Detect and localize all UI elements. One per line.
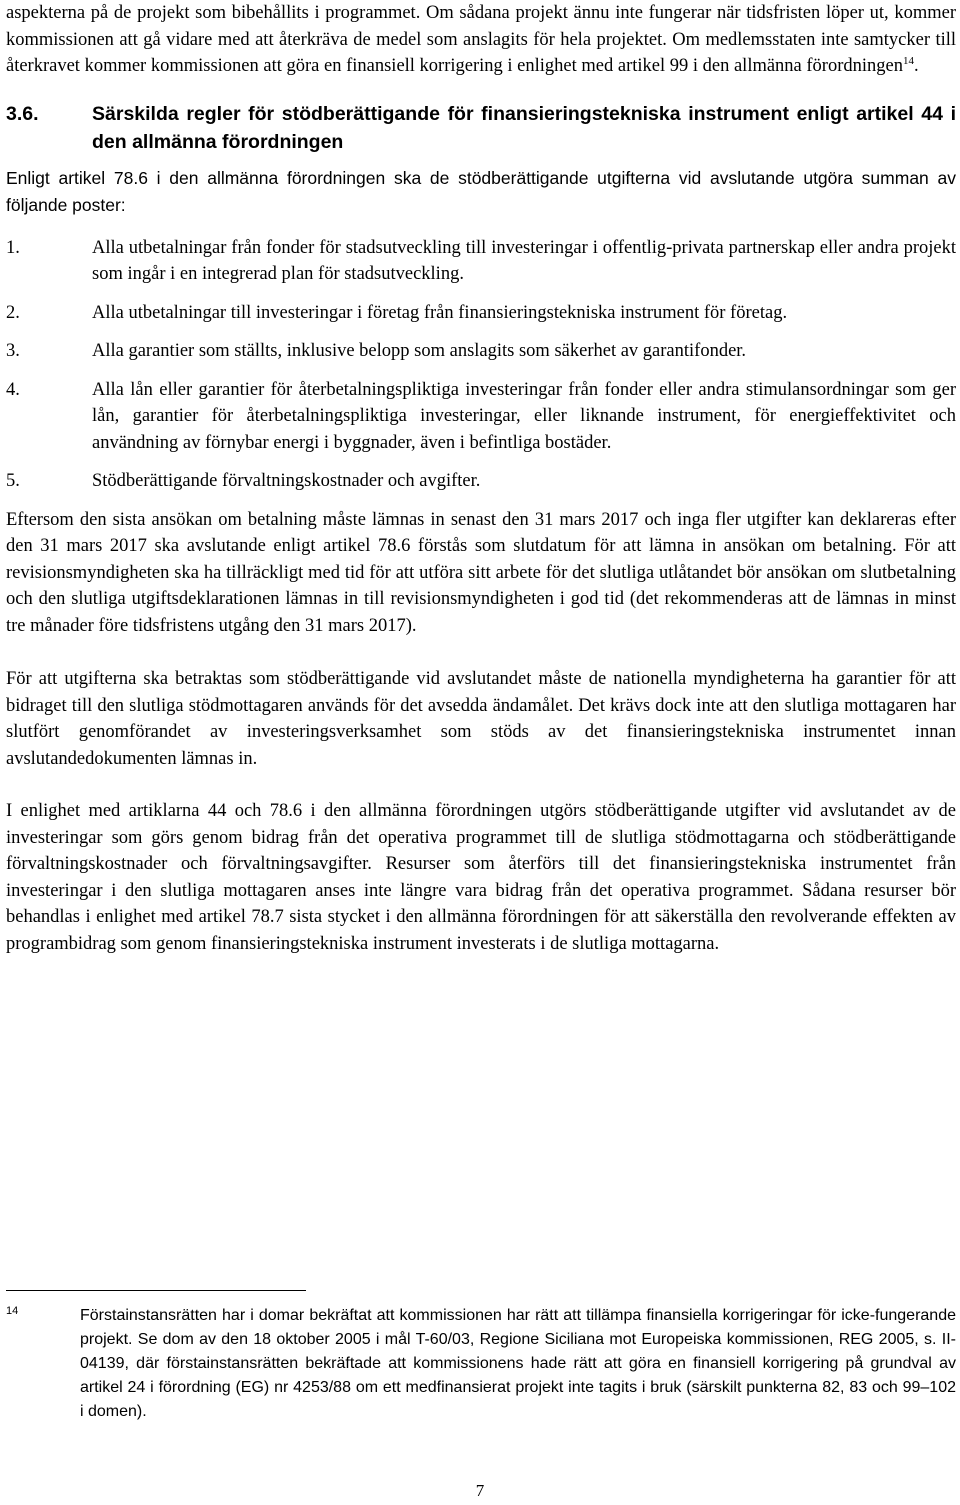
paragraph-closing-deadline: Eftersom den sista ansökan om betalning måste lämnas in senast den 31 mars 2017 och inga fler utgifter kan deklareras efter den 31 mars 2017 ska avslutande enligt artikel 78.6 förstås som slutdatum för att lämna in ansökan om betalning. För att revisionsmyndigheten ska ha tillräckligt med tid för att utföra sitt arbete för det slutliga utlåtandet bör ansökan om slutbetalning och den slutliga utgiftsdeklarationen lämnas in till revisionsmyndigheten i god tid (det rekommenderas att de lämnas in minst tre månader före tidsfristens utgång den 31 mars 2017).: [6, 509, 956, 636]
list-item: [6, 338, 956, 365]
list-item: [6, 468, 956, 495]
list-item-text: Alla garantier som ställts, inklusive belopp som anslagits som säkerhet av garantifonder.: [92, 341, 747, 361]
list-item-text: Stödberättigande förvaltningskostnader och avgifter.: [92, 471, 481, 491]
list-item-number: 3.: [6, 341, 20, 361]
list-item-number: 2.: [6, 302, 20, 323]
intro-paragraph-text: aspekterna på de projekt som bibehållits i programmet. Om sådana projekt ännu inte fungerar när tidsfristen löper ut, kommer kommissionen att gå vidare med att återkräva de medel som anslagits för hela projektet. Om medlemsstaten inte samtycker till återkravet kommer kommissionen att göra en finansiell korrigering i enlighet med artikel 99 i den allmänna förordningen: [6, 3, 956, 76]
list-item: [6, 300, 956, 327]
footnote-number: 14: [6, 1305, 19, 1317]
paragraph-eligibility-guarantees: För att utgifterna ska betraktas som stödberättigande vid avslutandet måste de nationella myndigheterna ha garantier för att bidraget till den slutliga stödmottagaren används för det avsedda ändamålet. Det krävs dock inte att den slutliga mottagaren har slutfört genomförandet av investeringsverksamhet som stöds av det finansieringstekniska instrumentet innan avslutandedokumenten lämnas in.: [6, 669, 956, 769]
section-heading: [6, 100, 956, 156]
footnote-text: Förstainstansrätten har i domar bekräftat att kommissionen har rätt att tillämpa finansiella korrigeringar för icke-fungerande projekt. Se dom av den 18 oktober 2005 i mål T-60/03, Regione Siciliana mot Europeiska kommissionen, REG 2005, s. II-04139, där förstainstansrätten bekräftade att kommissionens hade rätt att göra en finansiell korrigering på grundval av artikel 24 i förordning (EG) nr 4253/88 om ett medfinansierat projekt inte tagits i bruk (särskilt punkterna 82, 83 och 99–102 i domen).: [80, 1307, 956, 1420]
footnote-reference: 14: [902, 54, 914, 67]
footnote: [6, 1304, 956, 1424]
section-intro: Enligt artikel 78.6 i den allmänna förordningen ska de stödberättigande utgifterna vid avslutande utgöra summan av följande poster:: [6, 167, 956, 215]
section-number: 3.6.: [6, 102, 39, 125]
list-item-number: 5.: [6, 471, 20, 491]
intro-paragraph-end: .: [913, 56, 919, 76]
list-item: [6, 235, 956, 288]
list-item-number: 1.: [6, 237, 20, 258]
section-title: Särskilda regler för stödberättigande för finansieringstekniska instrument enligt artikel 44 i den allmänna förordningen: [92, 102, 956, 153]
page-number: 7: [475, 1481, 485, 1500]
intro-paragraph: [6, 0, 956, 80]
eligible-expenditure-list: [6, 235, 956, 495]
list-item-text: Alla utbetalningar till investeringar i företag från finansieringstekniska instrument för företag.: [92, 302, 788, 323]
list-item-text: Alla utbetalningar från fonder för stadsutveckling till investeringar i offentlig-privata partnerskap eller andra projekt som ingår i en integrerad plan för stadsutveckling.: [92, 237, 956, 284]
paragraph-eligible-expenditure: I enlighet med artiklarna 44 och 78.6 i den allmänna förordningen utgörs stödberättigande utgifter vid avslutandet av de investeringar som görs genom bidrag från det operativa programmet till de slutliga stödmottagarna och stödberättigande förvaltningskostnader och förvaltningsavgifter. Resurser som återförs till det finansieringstekniska instrumentet från investeringar i den slutliga mottagaren anses inte längre vara bidrag från det operativa programmet. Sådana resurser bör behandlas i enlighet med artikel 78.7 sista stycket i den allmänna förordningen för att säkerställa den revolverande effekten av programbidrag som genom finansieringstekniska instrument investerats i de slutliga mottagarna.: [6, 801, 956, 954]
list-item-number: 4.: [6, 379, 20, 400]
footnote-separator: [6, 1290, 306, 1291]
document-page: [6, 0, 956, 1420]
list-item: [6, 377, 956, 457]
list-item-text: Alla lån eller garantier för återbetalningspliktiga investeringar från fonder eller andra stimulansordningar som ger lån, garantier för återbetalningspliktiga investeringar, eller liknande instrument, för energieffektivitet och användning av förnybar energi i byggnader, även i befintliga bostäder.: [92, 379, 956, 453]
